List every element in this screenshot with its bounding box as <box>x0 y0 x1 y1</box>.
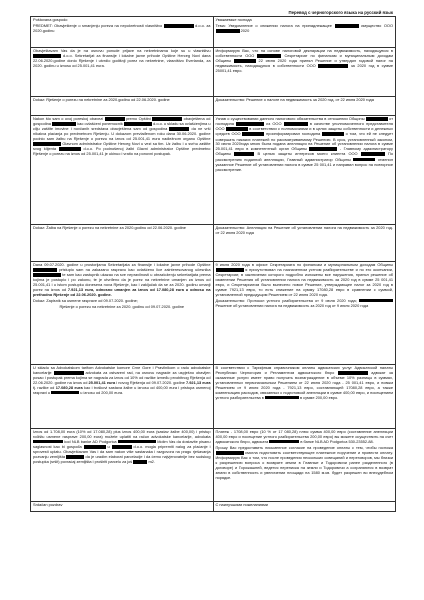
table-row <box>31 502 396 512</box>
redaction-bar <box>226 127 248 131</box>
recipient-me: Poštovana gospodo <box>33 17 68 22</box>
cell-ru: С наилучшими пожеланиями <box>213 502 396 512</box>
table-row <box>31 225 396 262</box>
document-title: Перевод с черногорского языка на русский язык <box>288 10 393 15</box>
cell-me: Nakon što sam o ovoj poreskoj obavezi premo Opštini obavještena od gospodina kao ovlašćeni ponemocnik d.o.o. u skladu sa ovlašćenjima u cilju zaštite imovine i novčanih sredstava obavještena sam od gospodina da ne vrši nikakva plaćanja po predmetnom Rješenju. U dokazom prevlađenom roku dana 30.06.2020. godine podnio sam žalbu na Rješenje o porezu na iznos od 25.001,41 eura nadležnom organu Opštine Glavnom administrator Opštine Herceg Novi u vezi sa tim. Uz žalbu i u svrhu zaštite svog klijenta d.o.o. Po podnošenoj žalbi Glavni administrator Opštine predmetno Rješenje o porezu na iznos od 25.001,41 je ukinuo i vratio na ponovni postupak. <box>31 116 214 225</box>
redaction-bar <box>322 132 344 136</box>
redaction-bar <box>242 132 264 136</box>
redaction-bar <box>105 117 125 121</box>
redaction-bar <box>216 268 244 272</box>
redaction-bar <box>236 122 264 126</box>
cell-me: Obavještavam Vas da je na osnovu ponude prijave na nekretninama koje su u vlasništvu d.o.o. Sekretarijat za finansije i lokalne javne prihode Opštine Herceg Novi dana 22.06.2020.godine donio Rješenje i utvrdio godišnji porez na nekretnine, vlasništvo Everlanda, za 2020. godinu u iznosu od 25.001,41 eura. <box>31 48 214 97</box>
cell-me: Iznos od 1.708,00 eura (10% od 17.080,28) plus iznos 400,00 eura (sastav žalbe 400,00) i pristup ročištu usmene rasprave 200,00 eura) možete uplatiti na račun advokatske kancelarije, advokata kod NLB banke AD Podgorica Molim Vas da dostavite pisanu saglasnost kao bi gospođa u d.o.o. mogla pripremiti nalog za plaćanje i sprovesti uplatu. Obavještavam Vas i da sam nakon više sastanaka i razgovora na pragu rješavanja pozvanju zemljišta da je uradim elaborat parcelacije i da ćemo najvjerovatnije bez sudskog postupka (sršit) povraćaj zemljišta i proširiti parcelu za još m2. <box>31 429 214 502</box>
redaction-bar <box>216 29 240 33</box>
table-row <box>31 116 396 225</box>
table-row <box>31 429 396 502</box>
table-row <box>31 17 396 48</box>
cell-ru: В соответствии с Тарифным справочником оплаты адвокатских услуг Адвокатской палаты Республики Черногория и Регламентом адвокатского бюро адвокат за оказанные услуги имеет право получать вознаграждение в объеме 10% разницы в суммах, установленных первоначальным Решением от 22 июня 2020 года - 25 001,41 евро, и новым Решением от 9 июля 2020 года - 7921,13 евро, составляющей 17080,28 евро, а также компенсацию расходов, связанных с подготовкой апелляции в сумме 400,00 евро, и посещением устного разбирательства в в сумме 200,00 евро. <box>213 365 396 429</box>
redaction-bar <box>257 54 281 58</box>
redaction-bar <box>359 299 393 303</box>
cell-me: Srdačan pozdrav <box>31 502 214 512</box>
cell-ru: Платеж - 1708,00 евро (10 % от 17 080,28) плюс сумма 400,00 евро (составление апелляции 400,00 евро и посещение устного разбирательства 200,00 евро) вы можете осуществить на счет адвокатского бюро, адвоката в банке NLB AD Podgorica 530-23552-88. Прошу Вас предоставить письменное согласие на проведение оплаты с тем, чтобы госпожа смогла подготовить соответствующее платежное поручение и провести оплату. Информирую Вас о том, что после проведения нескольких совещаний и переговоров, мы близки к разрешению вопроса о возврате земли в Главные и Тодоровичи ранее разделенного (в договоре) и Горожашней, ведется переписка на земли и Тодоровичи а сохраняются в возврат земли в собственность и увеличении площади на 1580 м.кв. будет разрешен во внесудебном порядке. <box>213 429 396 502</box>
redaction-bar <box>133 460 147 464</box>
subject-ru: Тема: Уведомление о снижении налога на принадлежащее имущество ООО 2020 <box>215 23 393 34</box>
redaction-bar <box>353 158 375 162</box>
redaction-bar <box>361 152 385 156</box>
cell-ru <box>213 17 396 48</box>
redaction-bar <box>234 59 256 63</box>
redaction-bar <box>59 147 81 151</box>
redaction-bar <box>51 391 79 395</box>
translation-table <box>30 16 396 512</box>
redaction-bar <box>338 371 368 375</box>
cell-me: Dokaz: Žalba na Rješenje o porezu na nekretnine za 2020.godinu od 22.06.2020. godine <box>31 225 214 262</box>
redaction-bar <box>54 371 84 375</box>
redaction-bar <box>318 64 348 68</box>
redaction-bar <box>124 122 152 126</box>
redaction-bar <box>335 24 359 28</box>
redaction-bar <box>33 268 57 272</box>
highlight-amount: 7.921,13 eura, odnosno umanjen za iznos od 17.080,28 eura u odnosu na prethodno Rješenje od 22.06.2020. godine. <box>33 287 211 297</box>
redaction-bar <box>33 142 61 146</box>
redaction-bar <box>269 440 299 444</box>
redaction-bar <box>84 445 106 449</box>
cell-me <box>31 17 214 48</box>
redaction-bar <box>112 445 132 449</box>
redaction-bar <box>169 127 189 131</box>
redaction-bar <box>164 24 194 28</box>
redaction-bar <box>216 451 244 455</box>
cell-ru: 9 июля 2020 года в офисе Секретариата по финансам и муниципальным доходам Общины я присутствовал на назначенном устном разбирательстве и по его окончании, Секретариат, в заключении которого подробно изложены все нарушения, принял решение об изменении Решения об установлении налога на недвижимость за 2020 год в сумме 25 001,41 евро, и Секретариатом было вынесено новое Решение, утверждающее налог за 2020 год в сумме 7921,13 евро, то есть снижение на сумму 17080,28 евро в сравнении с суммой, установленной предыдущим Решением от 22 июня 2020 года. Доказательство: Протокол устного разбирательства от 9 июля 2020 года; Решение об установлении налога на недвижимость за 2020 год от 9 июля 2020 года <box>213 262 396 365</box>
table-row <box>31 365 396 429</box>
redaction-bar <box>309 147 337 151</box>
table-row <box>31 262 396 365</box>
cell-ru: Доказательство: Апелляция на Решение об установлении налога на недвижимость за 2020 год. от 22 июня 2020 года <box>213 225 396 262</box>
cell-me: Dana 09.07.2020. godine u prostorijama Sekretarijata za finansije i lokalne javne prihode Opštine pristupio sam na zakazano raspravu kao ovlašćeno lice zainteresovanog učesnika te sam kao zastupnik ukazao na sve nepravilnosti u obrazloženju sekretarijata prema kojima je postupio i po zakonu, te je utvrđeno da je porez na nekretnine umanjen za iznos od 25.001,41 i u istom postupku donesena nova Rješenje, kao i zaključak da se za 2020. godinu umanji porez na iznos od 7.921,13 eura, odnosno umanjen za iznos od 17.080,28 eura u odnosu na prethodno Rješenje od 22.06.2020. godine. Dokaz: Zapisnik sa usmene rasprave od 09.07.2020. godine; Rješenje o porezu na nekretnine za 2020. godinu od 09.07.2020. godine <box>31 262 214 365</box>
cell-ru: Узнав о существовании данного налогового обязательства в отношении Общины от господина из ООО в качестве уполномоченного представителя ООО в соответствии с полномочиями и в целях защиты собственности и денежных средств ООО проинформировал господина о том, что ей не следует совершать никаких платежей по рассматриваемому Решению. В срок, установленный законом, 30 июня 2020года мною была подана апелляция на Решение об установлении налога в сумме 25.001,41 евро в компетентный орган Общины - Главному администратору Общины В целью защиты интересов моего клиента ООО По рассмотрению поданной апелляции, Главный администратор Общины отменил указанное Решение об установлении налога в сумме 25 001,41 и направил вопрос на повторное рассмотрение. <box>213 116 396 225</box>
cell-ru: Доказательство: Решение о налоге на недвижимость за 2020 год. от 22 июня 2020 года <box>213 97 396 116</box>
recipient-ru: Уважаемые господа <box>215 17 252 22</box>
redaction-bar <box>33 273 61 277</box>
redaction-bar <box>265 396 299 400</box>
redaction-bar <box>152 117 182 121</box>
redaction-bar <box>234 152 254 156</box>
redaction-bar <box>284 122 308 126</box>
redaction-bar <box>66 455 84 459</box>
cell-ru: Информирую Вас, что на основе налоговой декларации на недвижимость, находящуюся в собственности ООО Секретариат по финансам и муниципальным доходам Общины 22 июня 2020 года принял Решение и утвердил годовой налог на недвижимость, находящуюся в собственности ООО за 2020 год в сумме 25001,41 евро. <box>213 48 396 97</box>
redaction-bar <box>33 54 61 58</box>
redaction-bar <box>52 122 76 126</box>
cell-me: Dokaz: Rješenje o porezu na nekretnine za 2020.godinu od 22.06.2020. godine <box>31 97 214 116</box>
redaction-bar <box>118 440 156 444</box>
cell-me: U skladu sa Advokatskom tarifom Advokatske komore Crne Gore i Pravilnikom o radu advokatske kancelarije advokata za ostvareni rad, na osnovu nagrade za uspješno obavljen posao i postupak prema kojima se nagrada za iznos od 10% od razlike između prvobitnog Rješenja od 22.06.2020. godine na iznos od 25.001,41 eura i novog Rješenja od 09.07.2020. godine 7.921,13 eura tj. razlike od 17.080,28 eura kao i troškovi sastava žalbe u iznosu od 400,00 eura i pristupa usmenoj raspravi u u iznosu od 200,00 eura. <box>31 365 214 429</box>
subject-me: PREDMET: Obavještenje o smanjenju poreza na nepokretnosti vlasništvo d.o.o. za 2020.godinu <box>33 23 211 34</box>
redaction-bar <box>33 440 63 444</box>
table-row <box>31 97 396 116</box>
table-row <box>31 48 396 97</box>
redaction-bar <box>366 117 388 121</box>
